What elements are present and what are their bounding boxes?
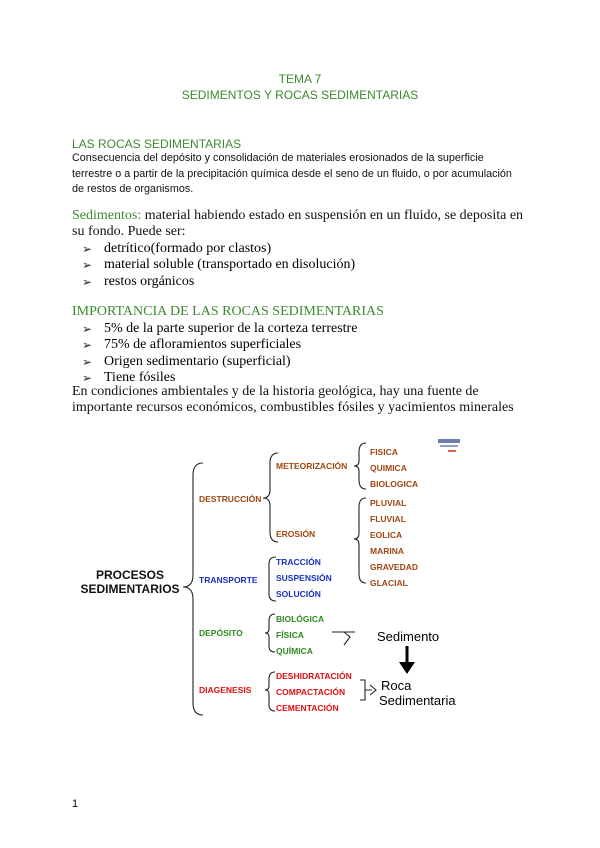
deposito-item: QUÍMICA: [276, 646, 313, 656]
list-item: ➢ detrítico(formado por clastos): [82, 241, 355, 257]
transporte-label: TRANSPORTE: [199, 575, 258, 585]
paragraph-line: En condiciones ambientales y de la historia geológica, hay una fuente de: [72, 384, 479, 399]
meteorizacion-label: METEORIZACIÓN: [276, 461, 348, 471]
deposito-brace: [265, 614, 275, 652]
transporte-item: SOLUCIÓN: [276, 589, 321, 599]
meteor-item: BIOLOGICA: [370, 479, 419, 489]
sedimentos-line-2: su fondo. Puede ser:: [72, 224, 186, 240]
diagenesis-connector: [360, 680, 372, 700]
erosion-item: EOLICA: [370, 530, 403, 540]
page-subtitle: SEDIMENTOS Y ROCAS SEDIMENTARIAS: [181, 88, 419, 102]
paragraph-line: terrestre o a partir de la precipitación química desde el seno de un fluido, o por acumulación: [72, 167, 512, 180]
erosion-item: FLUVIAL: [370, 514, 406, 524]
roca-label-line1: Roca: [381, 678, 412, 693]
erosion-item: PLUVIAL: [370, 498, 407, 508]
paragraph-line: Consecuencia del depósito y consolidación de materiales erosionados de la superficie: [72, 152, 484, 164]
transporte-bracket: [269, 557, 276, 601]
roca-label-line2: Sedimentaria: [379, 693, 456, 708]
list-item: ➢ 5% de la parte superior de la corteza terrestre: [82, 321, 357, 337]
page-number: 1: [72, 798, 79, 810]
transporte-item: TRACCIÓN: [276, 557, 321, 567]
section-heading-importancia: IMPORTANCIA DE LAS ROCAS SEDIMENTARIAS: [72, 304, 384, 319]
sedimento-roca-arrowhead: [399, 662, 415, 674]
erosion-item: GRAVEDAD: [370, 562, 419, 572]
diagenesis-label: DIAGENESIS: [199, 685, 252, 695]
sedimento-label: Sedimento: [377, 629, 440, 644]
list-item: ➢ 75% de afloramientos superficiales: [82, 337, 357, 353]
section-heading-rocas: LAS ROCAS SEDIMENTARIAS: [72, 137, 242, 151]
root-label-line1: PROCESOS: [95, 568, 165, 582]
paragraph-line: de restos de organismos.: [72, 183, 194, 195]
erosion-item: MARINA: [370, 546, 404, 556]
deposito-item: BIOLÓGICA: [276, 614, 325, 624]
transporte-item: SUSPENSIÓN: [276, 573, 332, 583]
page-title: TEMA 7: [278, 72, 322, 86]
sedimentos-definition: material habiendo estado en suspensión en un fluido, se deposita en: [141, 208, 524, 223]
meteor-item: QUIMICA: [370, 463, 407, 473]
sedimentos-label: Sedimentos:: [72, 208, 142, 223]
meteorizacion-brace: [354, 443, 366, 489]
erosion-brace: [354, 498, 366, 583]
meteor-item: FISICA: [370, 447, 398, 457]
destruccion-label: DESTRUCCIÓN: [199, 494, 262, 504]
list-item: ➢ material soluble (transportado en disolución): [82, 257, 355, 273]
diagenesis-item: DESHIDRATACIÓN: [276, 671, 352, 681]
list-item: ➢ restos orgánicos: [82, 274, 355, 290]
erosion-item: GLACIAL: [370, 578, 408, 588]
diagenesis-item: COMPACTACIÓN: [276, 687, 346, 697]
diagenesis-brace: [265, 672, 275, 711]
deposito-connector: [332, 632, 355, 645]
list-item: ➢ Origen sedimentario (superficial): [82, 354, 357, 370]
logo-icon: [438, 439, 460, 452]
root-label-line2: SEDIMENTARIOS: [80, 582, 180, 596]
erosion-label: EROSIÓN: [276, 529, 316, 539]
list-item: ➢ Tiene fósiles: [82, 370, 357, 386]
deposito-item: FÍSICA: [276, 630, 304, 640]
paragraph-line: importante recursos económicos, combustibles fósiles y yacimientos minerales: [72, 400, 514, 416]
diagenesis-item: CEMENTACIÓN: [276, 703, 339, 713]
deposito-label: DEPÓSITO: [199, 628, 243, 638]
